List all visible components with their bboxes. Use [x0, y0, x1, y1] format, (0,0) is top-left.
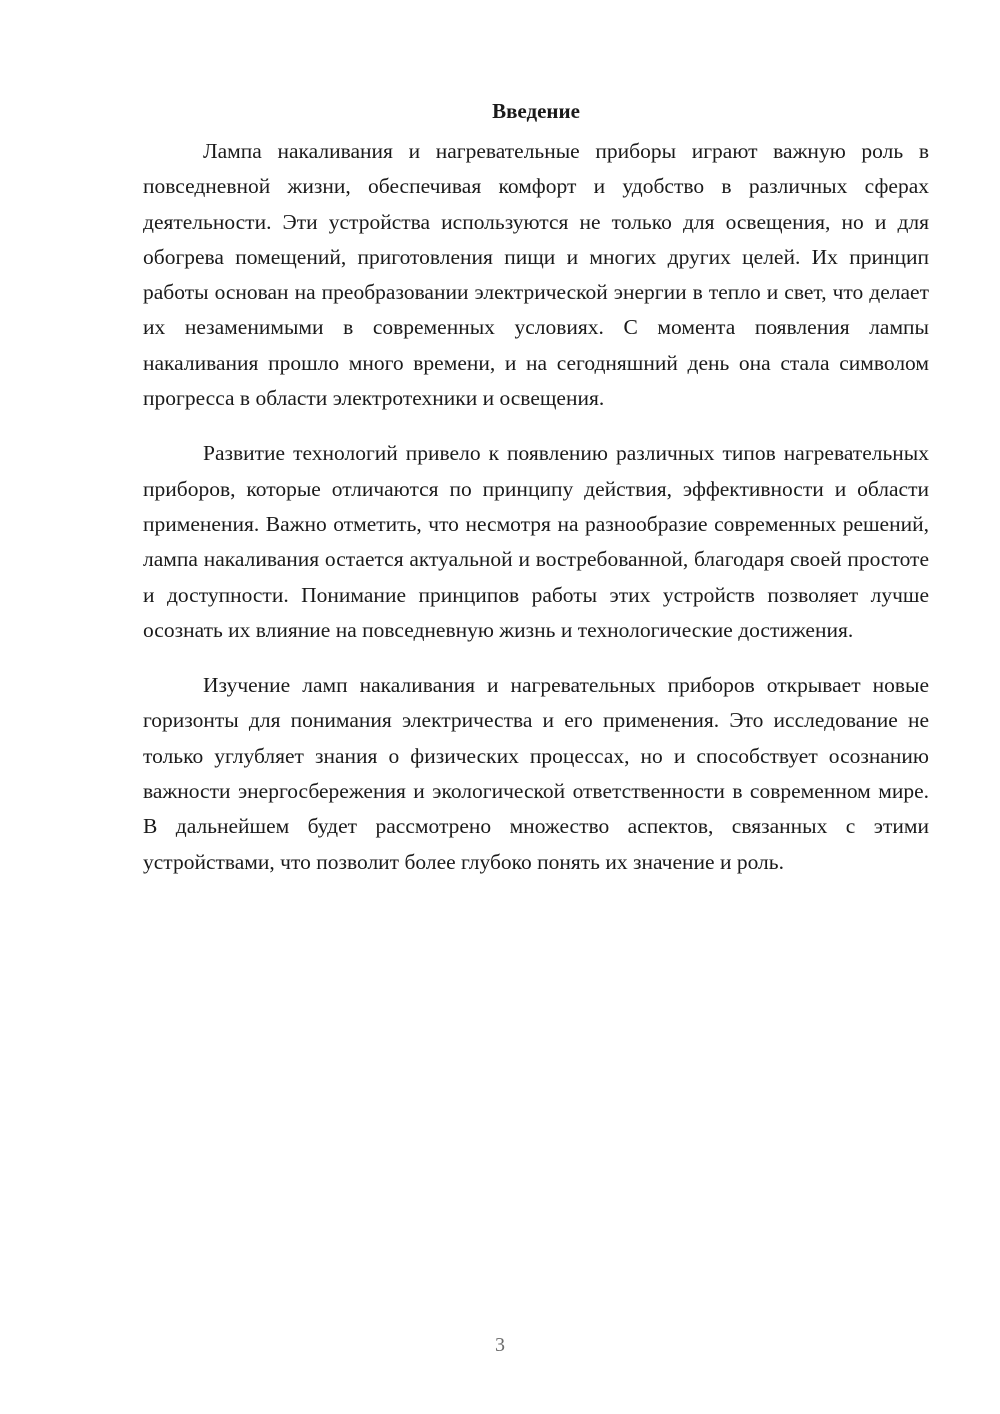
- page-number: 3: [495, 1334, 505, 1356]
- paragraph-1: Лампа накаливания и нагревательные приборы играют важную роль в повседневной жизни, обеспечивая комфорт и удобство в различных сферах деятельности. Эти устройства используются не только для освещения, но и для обогрева помещений, приготовления пищи и многих других целей. Их принцип работы основан на преобразовании электрической энергии в тепло и свет, что делает их незаменимыми в современных условиях. С момента появления лампы накаливания прошло много времени, и на сегодняшний день она стала символом прогресса в области электротехники и освещения.: [143, 139, 929, 411]
- page-content: [143, 96, 929, 880]
- section-heading: Введение: [492, 99, 580, 123]
- paragraph-2: Развитие технологий привело к появлению различных типов нагревательных приборов, которые отличаются по принципу действия, эффективности и области применения. Важно отметить, что несмотря на разнообразие современных решений, лампа накаливания остается актуальной и востребованной, благодаря своей простоте и доступности. Понимание принципов работы этих устройств позволяет лучше осознать их влияние на повседневную жизнь и технологические достижения.: [143, 441, 929, 642]
- paragraph-3: Изучение ламп накаливания и нагревательных приборов открывает новые горизонты для понимания электричества и его применения. Это исследование не только углубляет знания о физических процессах, но и способствует осознанию важности энергосбережения и экологической ответственности в современном мире. В дальнейшем будет рассмотрено множество аспектов, связанных с этими устройствами, что позволит более глубоко понять их значение и роль.: [143, 673, 929, 874]
